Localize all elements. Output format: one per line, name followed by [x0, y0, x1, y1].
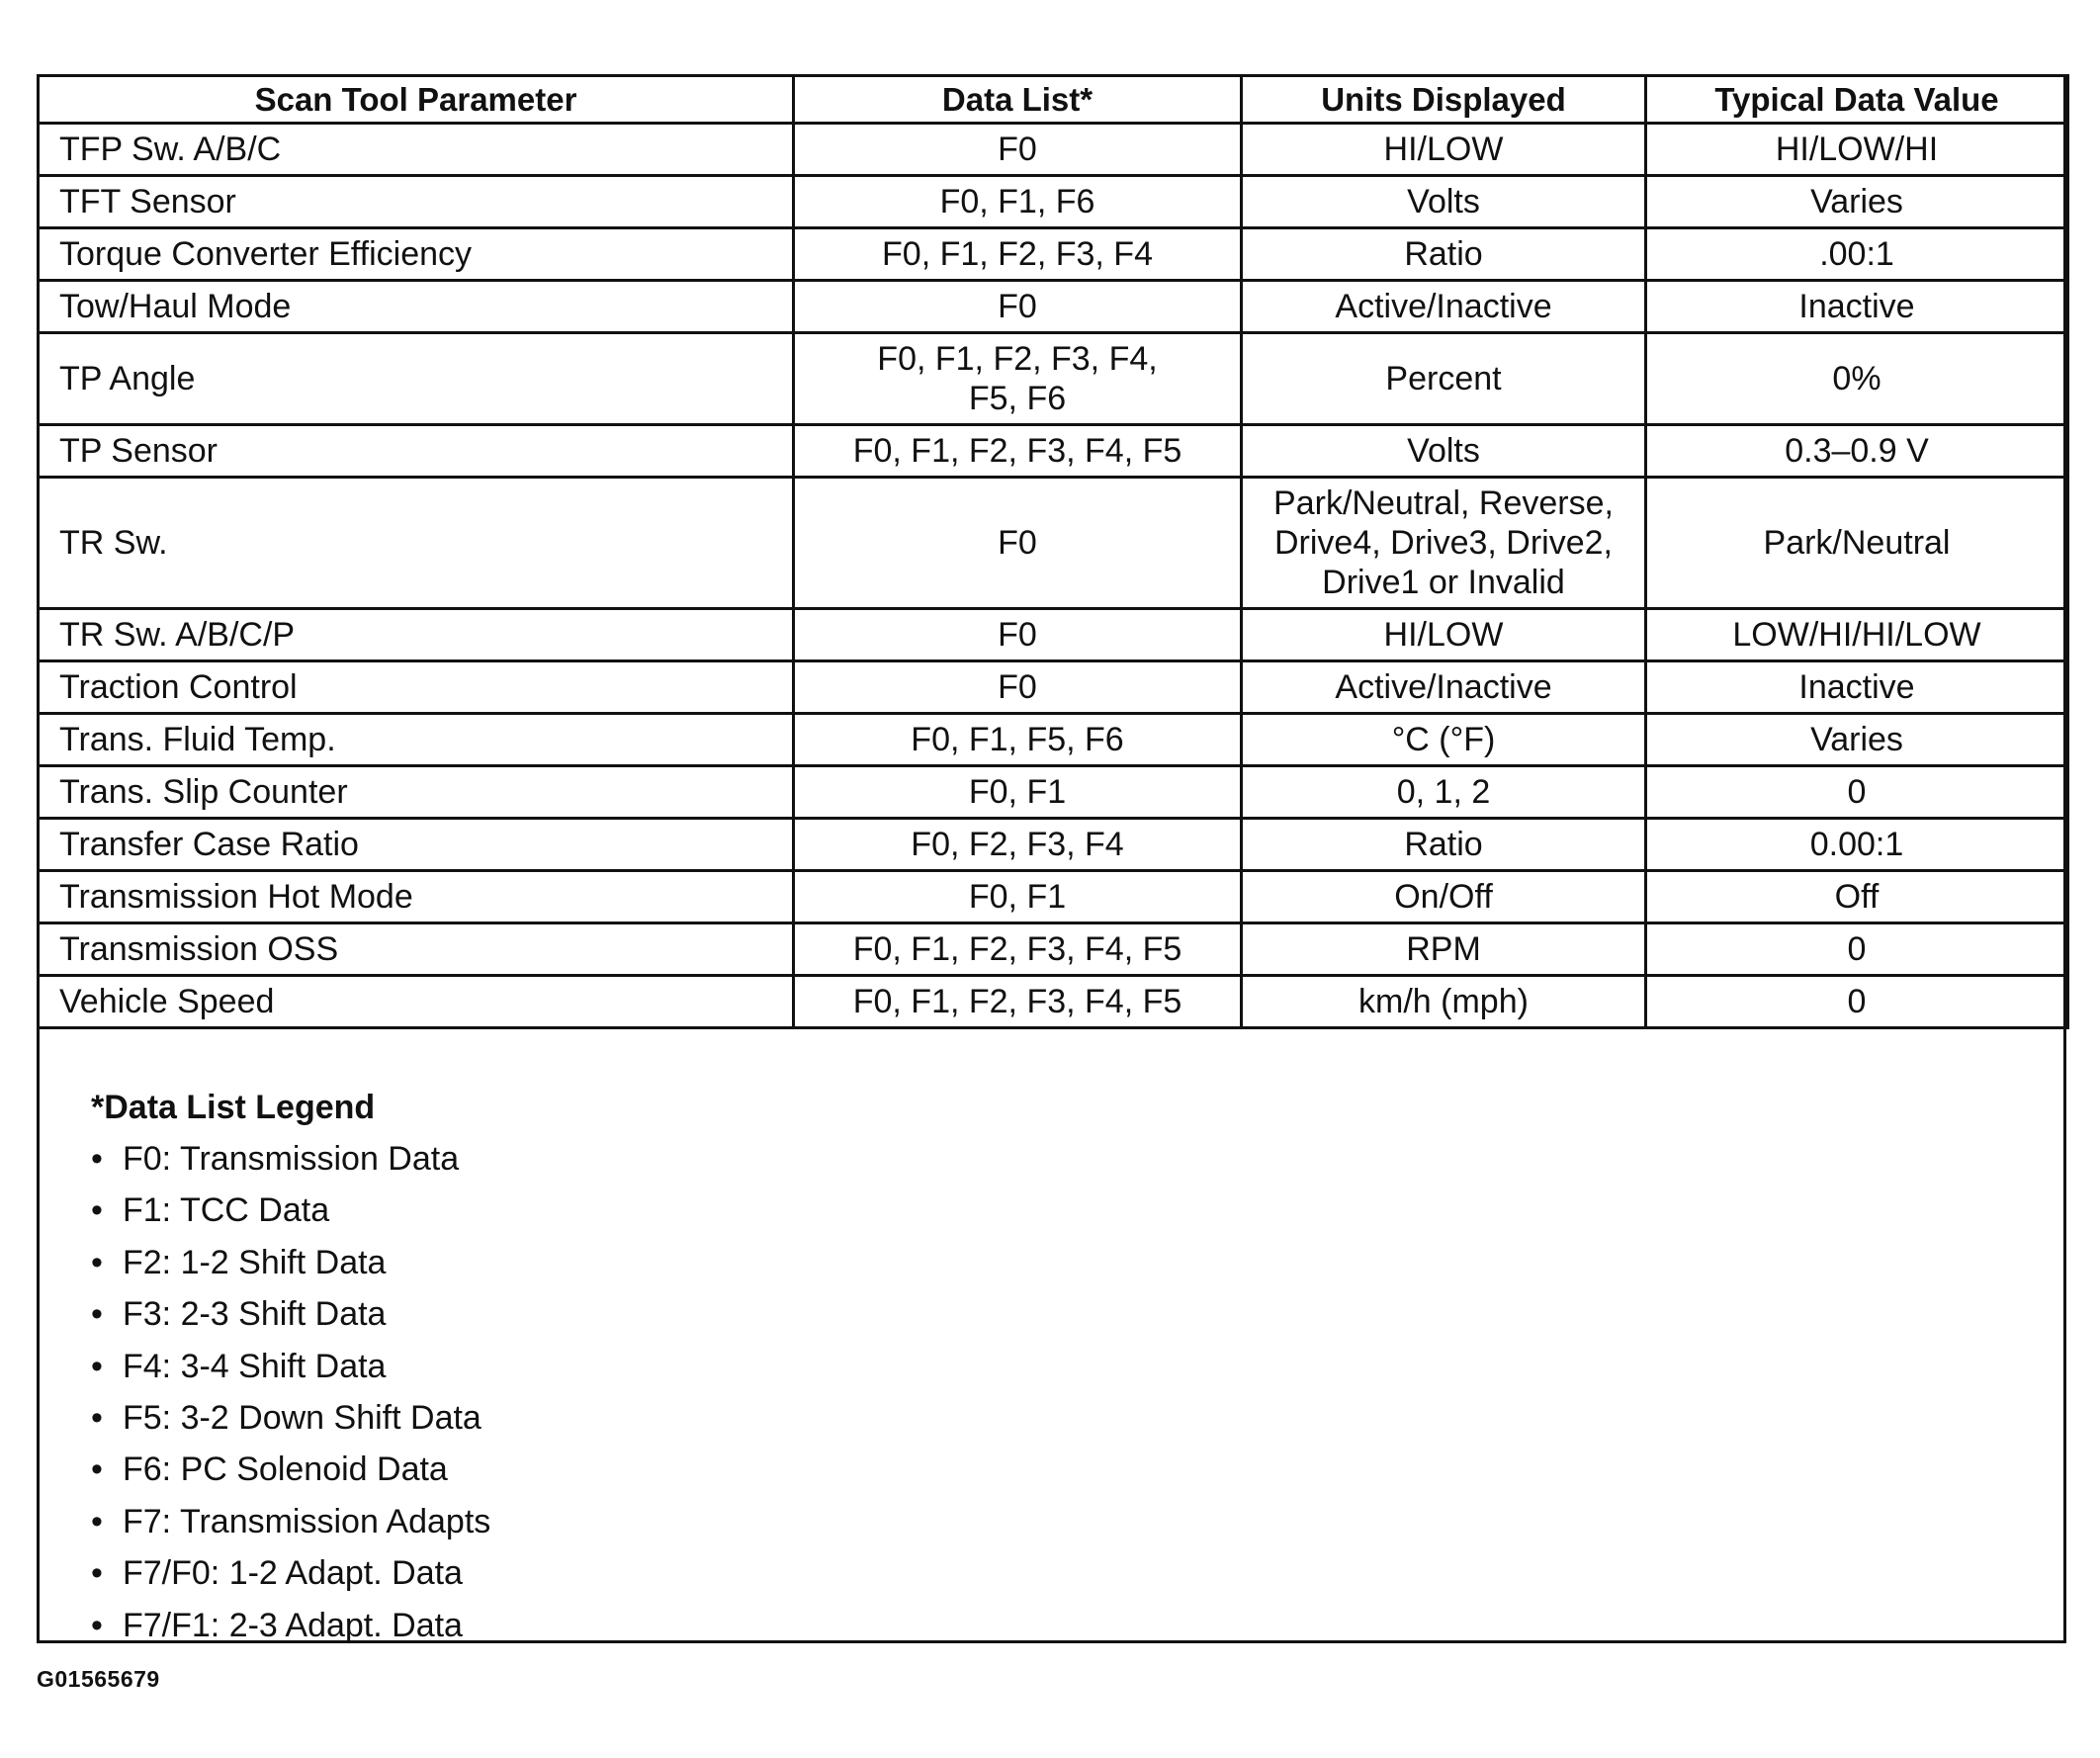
cell-scan-tool-parameter: TR Sw. — [39, 478, 794, 609]
cell-units-displayed — [1242, 609, 1646, 661]
cell-data-list-line: F0, F1, F2, F3, F4, — [877, 340, 1158, 378]
cell-units-displayed — [1242, 976, 1646, 1028]
table-row — [39, 923, 2068, 976]
cell-units-displayed — [1242, 176, 1646, 228]
cell-scan-tool-parameter: TR Sw. A/B/C/P — [39, 609, 794, 661]
legend-item-text: F1: TCC Data — [123, 1191, 330, 1230]
legend-item — [91, 1341, 490, 1392]
bullet-icon: • — [91, 1398, 103, 1437]
cell-units-line: On/Off — [1394, 878, 1493, 916]
cell-data-list-line: F5, F6 — [968, 380, 1067, 417]
table-row — [39, 425, 2068, 478]
cell-scan-tool-parameter: TFP Sw. A/B/C — [39, 124, 794, 176]
table-row — [39, 478, 2068, 609]
legend-item-text: F0: Transmission Data — [123, 1140, 460, 1178]
cell-scan-tool-parameter: Trans. Fluid Temp. — [39, 714, 794, 766]
cell-scan-tool-parameter: Transmission Hot Mode — [39, 871, 794, 923]
cell-units-displayed — [1242, 661, 1646, 714]
cell-data-list — [794, 609, 1242, 661]
cell-units-displayed — [1242, 124, 1646, 176]
cell-units-line: Active/Inactive — [1335, 288, 1552, 325]
cell-units-line: Ratio — [1404, 826, 1483, 863]
bullet-icon: • — [91, 1347, 103, 1385]
cell-data-list — [794, 871, 1242, 923]
cell-units-displayed — [1242, 425, 1646, 478]
cell-typical-data-value: .00:1 — [1646, 228, 2068, 281]
table-row — [39, 766, 2068, 819]
cell-units-displayed — [1242, 923, 1646, 976]
cell-units-line: HI/LOW — [1383, 131, 1504, 168]
table-row — [39, 333, 2068, 425]
cell-typical-data-value: 0 — [1646, 923, 2068, 976]
bullet-icon: • — [91, 1502, 103, 1540]
cell-typical-data-value: Varies — [1646, 176, 2068, 228]
header-typical-data-value: Typical Data Value — [1646, 76, 2068, 124]
cell-typical-data-value: 0.00:1 — [1646, 819, 2068, 871]
cell-typical-data-value: 0.3–0.9 V — [1646, 425, 2068, 478]
figure-id: G01565679 — [37, 1666, 160, 1692]
cell-units-line: Drive1 or Invalid — [1322, 564, 1565, 601]
cell-units-displayed — [1242, 819, 1646, 871]
table-header-row — [39, 76, 2068, 124]
cell-data-list — [794, 176, 1242, 228]
cell-scan-tool-parameter: Transfer Case Ratio — [39, 819, 794, 871]
cell-data-list-line: F0 — [998, 668, 1037, 706]
cell-units-line: Ratio — [1404, 235, 1483, 273]
cell-data-list — [794, 333, 1242, 425]
cell-units-line: Active/Inactive — [1335, 668, 1552, 706]
legend-item-text: F4: 3-4 Shift Data — [123, 1347, 387, 1385]
legend-item — [91, 1444, 490, 1495]
table-row — [39, 228, 2068, 281]
legend-item-text: F2: 1-2 Shift Data — [123, 1243, 387, 1281]
header-scan-tool-parameter: Scan Tool Parameter — [39, 76, 794, 124]
bullet-icon: • — [91, 1243, 103, 1281]
cell-data-list — [794, 281, 1242, 333]
legend-item — [91, 1496, 490, 1547]
legend-item-text: F5: 3-2 Down Shift Data — [123, 1398, 481, 1437]
cell-units-line: Volts — [1407, 183, 1480, 220]
legend-item — [91, 1185, 490, 1236]
cell-data-list-line: F0, F1, F2, F3, F4, F5 — [852, 432, 1182, 470]
cell-typical-data-value: Park/Neutral — [1646, 478, 2068, 609]
cell-data-list-line: F0, F1, F2, F3, F4, F5 — [852, 983, 1182, 1020]
cell-data-list-line: F0 — [998, 288, 1037, 325]
header-data-list: Data List* — [794, 76, 1242, 124]
cell-units-displayed — [1242, 228, 1646, 281]
table-row — [39, 714, 2068, 766]
bullet-icon: • — [91, 1554, 103, 1593]
cell-units-line: Percent — [1385, 360, 1502, 397]
cell-data-list-line: F0, F1 — [968, 773, 1067, 811]
cell-units-line: Drive4, Drive3, Drive2, — [1274, 524, 1613, 562]
legend-item — [91, 1600, 490, 1651]
data-list-legend — [91, 1082, 490, 1651]
cell-units-line: Park/Neutral, Reverse, — [1273, 484, 1614, 522]
cell-typical-data-value: 0 — [1646, 976, 2068, 1028]
cell-typical-data-value: HI/LOW/HI — [1646, 124, 2068, 176]
cell-units-displayed — [1242, 714, 1646, 766]
legend-item — [91, 1392, 490, 1444]
cell-scan-tool-parameter: TFT Sensor — [39, 176, 794, 228]
bullet-icon: • — [91, 1140, 103, 1178]
legend-item — [91, 1547, 490, 1599]
legend-item-text: F3: 2-3 Shift Data — [123, 1295, 387, 1334]
cell-data-list-line: F0, F1, F6 — [939, 183, 1095, 220]
bullet-icon: • — [91, 1450, 103, 1489]
cell-scan-tool-parameter: Traction Control — [39, 661, 794, 714]
cell-units-line: RPM — [1406, 930, 1481, 968]
table-row — [39, 661, 2068, 714]
cell-units-displayed — [1242, 478, 1646, 609]
cell-data-list-line: F0 — [998, 616, 1037, 654]
cell-data-list-line: F0, F1, F5, F6 — [911, 721, 1124, 758]
cell-typical-data-value: Off — [1646, 871, 2068, 923]
cell-units-displayed — [1242, 871, 1646, 923]
cell-typical-data-value: Inactive — [1646, 661, 2068, 714]
cell-units-line: °C (°F) — [1391, 721, 1496, 758]
legend-item-text: F7/F0: 1-2 Adapt. Data — [123, 1554, 463, 1593]
table-row — [39, 176, 2068, 228]
cell-data-list — [794, 766, 1242, 819]
legend-item — [91, 1288, 490, 1340]
table-body — [39, 124, 2068, 1028]
cell-units-line: km/h (mph) — [1358, 983, 1529, 1020]
cell-data-list-line: F0 — [998, 524, 1037, 562]
cell-data-list — [794, 425, 1242, 478]
cell-scan-tool-parameter: Vehicle Speed — [39, 976, 794, 1028]
legend-item-text: F6: PC Solenoid Data — [123, 1450, 448, 1489]
cell-data-list — [794, 124, 1242, 176]
cell-typical-data-value: Varies — [1646, 714, 2068, 766]
scan-tool-parameter-table — [37, 74, 2069, 1029]
cell-data-list-line: F0, F2, F3, F4 — [911, 826, 1124, 863]
cell-data-list-line: F0 — [998, 131, 1037, 168]
cell-scan-tool-parameter: TP Sensor — [39, 425, 794, 478]
cell-data-list — [794, 819, 1242, 871]
table-row — [39, 819, 2068, 871]
cell-units-displayed — [1242, 766, 1646, 819]
cell-scan-tool-parameter: Torque Converter Efficiency — [39, 228, 794, 281]
table-row — [39, 124, 2068, 176]
cell-units-line: HI/LOW — [1383, 616, 1504, 654]
legend-list — [91, 1133, 490, 1651]
cell-units-line: 0, 1, 2 — [1396, 773, 1491, 811]
cell-scan-tool-parameter: Transmission OSS — [39, 923, 794, 976]
cell-data-list-line: F0, F1 — [968, 878, 1067, 916]
cell-units-displayed — [1242, 333, 1646, 425]
cell-scan-tool-parameter: Tow/Haul Mode — [39, 281, 794, 333]
bullet-icon: • — [91, 1606, 103, 1644]
cell-units-displayed — [1242, 281, 1646, 333]
cell-data-list — [794, 976, 1242, 1028]
cell-scan-tool-parameter: Trans. Slip Counter — [39, 766, 794, 819]
cell-typical-data-value: LOW/HI/HI/LOW — [1646, 609, 2068, 661]
cell-data-list-line: F0, F1, F2, F3, F4, F5 — [852, 930, 1182, 968]
legend-item — [91, 1133, 490, 1185]
legend-title: *Data List Legend — [91, 1089, 376, 1126]
cell-typical-data-value: Inactive — [1646, 281, 2068, 333]
cell-data-list — [794, 478, 1242, 609]
table-row — [39, 976, 2068, 1028]
table-row — [39, 871, 2068, 923]
cell-data-list-line: F0, F1, F2, F3, F4 — [882, 235, 1153, 273]
cell-units-line: Volts — [1407, 432, 1480, 470]
cell-data-list — [794, 228, 1242, 281]
cell-typical-data-value: 0 — [1646, 766, 2068, 819]
table-row — [39, 281, 2068, 333]
bullet-icon: • — [91, 1295, 103, 1334]
cell-data-list — [794, 923, 1242, 976]
header-units-displayed: Units Displayed — [1242, 76, 1646, 124]
table-row — [39, 609, 2068, 661]
bullet-icon: • — [91, 1191, 103, 1230]
legend-item-text: F7: Transmission Adapts — [123, 1502, 491, 1540]
cell-scan-tool-parameter: TP Angle — [39, 333, 794, 425]
cell-data-list — [794, 661, 1242, 714]
legend-item-text: F7/F1: 2-3 Adapt. Data — [123, 1606, 463, 1644]
cell-data-list — [794, 714, 1242, 766]
cell-typical-data-value: 0% — [1646, 333, 2068, 425]
legend-item — [91, 1237, 490, 1288]
